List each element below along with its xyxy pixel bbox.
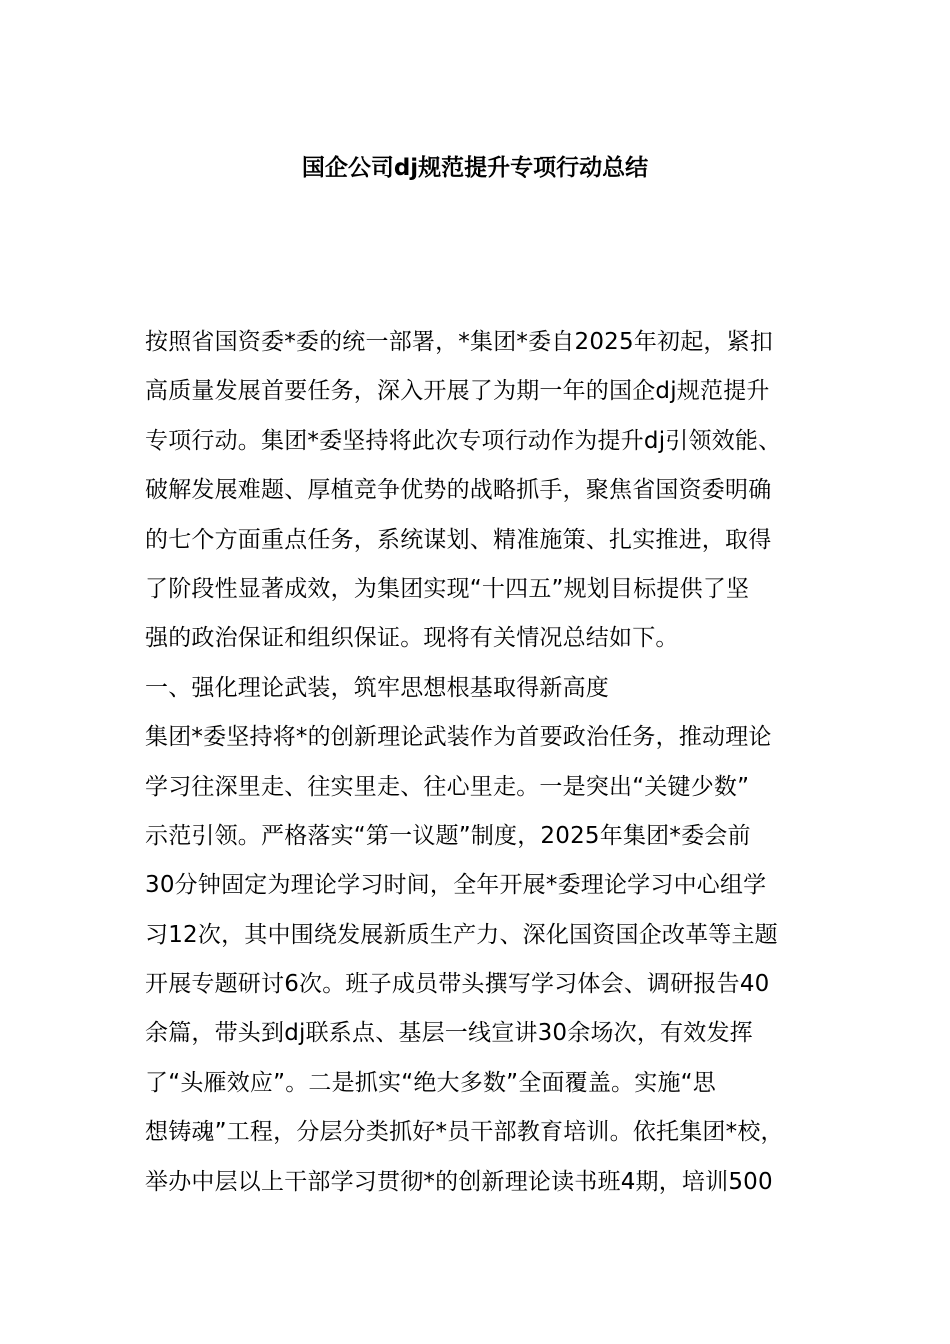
body-line: 强的政治保证和组织保证。现将有关情况总结如下。: [145, 625, 679, 652]
body-line: 余篇，带头到dj联系点、基层一线宣讲30余场次，有效发挥: [145, 1020, 753, 1047]
body-line: 30分钟固定为理论学习时间，全年开展*委理论学习中心组学: [145, 872, 767, 899]
body-line: 专项行动。集团*委坚持将此次专项行动作为提升dj引领效能、: [145, 427, 782, 454]
body-line: 了阶段性显著成效，为集团实现“十四五”规划目标提供了坚: [145, 575, 750, 602]
body-line: 习12次，其中围绕发展新质生产力、深化国资国企改革等主题: [145, 921, 778, 948]
body-line: 学习往深里走、往实里走、往心里走。一是突出“关键少数”: [145, 773, 750, 800]
body-line: 高质量发展首要任务，深入开展了为期一年的国企dj规范提升: [145, 378, 770, 405]
document-title: 国企公司dj规范提升专项行动总结: [301, 155, 649, 181]
body-line: 举办中层以上干部学习贯彻*的创新理论读书班4期，培训500: [145, 1168, 773, 1195]
body-line: 集团*委坚持将*的创新理论武装作为首要政治任务，推动理论: [145, 724, 772, 751]
body-line: 示范引领。严格落实“第一议题”制度，2025年集团*委会前: [145, 822, 751, 849]
body-line: 想铸魂”工程，分层分类抓好*员干部教育培训。依托集团*校，: [145, 1119, 784, 1146]
section-heading: 一、强化理论武装，筑牢思想根基取得新高度: [145, 674, 609, 701]
body-line: 了“头雁效应”。二是抓实“绝大多数”全面覆盖。实施“思: [145, 1069, 716, 1096]
body-line: 开展专题研讨6次。班子成员带头撰写学习体会、调研报告40: [145, 971, 770, 998]
body-line: 的七个方面重点任务，系统谋划、精准施策、扎实推进，取得: [145, 526, 772, 553]
document-body: [145, 318, 810, 1207]
body-line: 破解发展难题、厚植竞争优势的战略抓手，聚焦省国资委明确: [145, 477, 772, 504]
body-line: 按照省国资委*委的统一部署，*集团*委自2025年初起，紧扣: [145, 329, 774, 355]
